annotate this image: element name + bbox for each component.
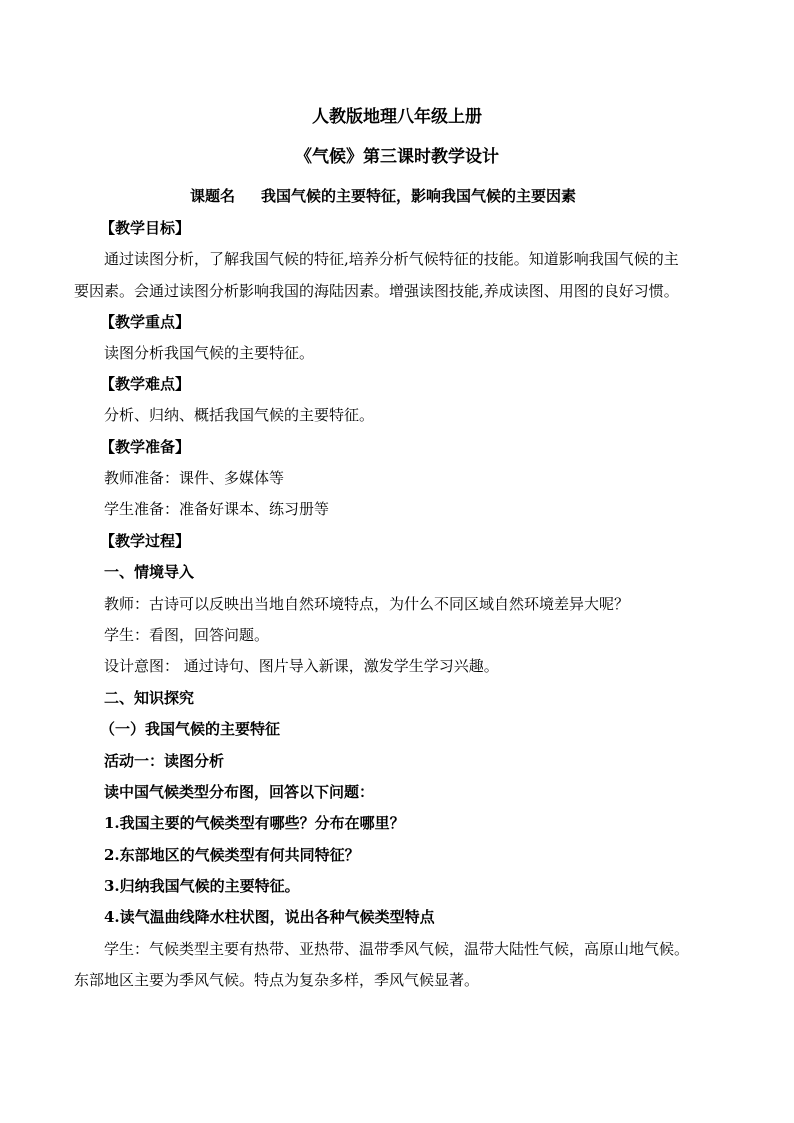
topic-value: 我国气候的主要特征，影响我国气候的主要因素 xyxy=(261,187,577,205)
intro-intent: 设计意图： 通过诗句、图片导入新课，激发学生学习兴趣。 xyxy=(104,657,499,675)
question-4: 4.读气温曲线降水柱状图，说出各种气候类型特点 xyxy=(104,908,435,926)
instruction-text: 读中国气候类型分布图，回答以下问题： xyxy=(104,783,375,801)
prep-student: 学生准备：准备好课本、练习册等 xyxy=(104,500,330,518)
intro-teacher: 教师：古诗可以反映出当地自然环境特点，为什么不同区域自然环境差异大呢？ xyxy=(104,595,630,613)
process-heading: 【教学过程】 xyxy=(100,532,191,550)
prep-teacher: 教师准备：课件、多媒体等 xyxy=(104,469,285,487)
answer-line-2: 东部地区主要为季风气候。特点为复杂多样，季风气候显著。 xyxy=(74,971,480,989)
explore-heading: 二、知识探究 xyxy=(104,689,195,707)
intro-heading: 一、情境导入 xyxy=(104,563,195,581)
question-3: 3.归纳我国气候的主要特征。 xyxy=(104,877,300,895)
question-2: 2.东部地区的气候类型有何共同特征？ xyxy=(104,846,360,864)
sub-heading: （一）我国气候的主要特征 xyxy=(100,720,281,738)
document-subtitle: 《气候》第三课时教学设计 xyxy=(295,147,499,167)
focus-text: 读图分析我国气候的主要特征。 xyxy=(104,344,315,362)
answer-line-1: 学生：气候类型主要有热带、亚热带、温带季风气候，温带大陆性气候，高原山地气候。 xyxy=(104,940,690,958)
activity-heading: 活动一：读图分析 xyxy=(104,752,225,770)
difficulty-heading: 【教学难点】 xyxy=(100,375,191,393)
prep-heading: 【教学准备】 xyxy=(100,438,191,456)
difficulty-text: 分析、归纳、概括我国气候的主要特征。 xyxy=(104,406,375,424)
question-1: 1.我国主要的气候类型有哪些？分布在哪里？ xyxy=(104,814,405,832)
objectives-text-line-1: 通过读图分析，了解我国气候的特征,培养分析气候特征的技能。知道影响我国气候的主 xyxy=(104,250,679,268)
topic-line xyxy=(190,186,576,206)
topic-label: 课题名 xyxy=(190,187,236,205)
focus-heading: 【教学重点】 xyxy=(100,313,191,331)
objectives-heading: 【教学目标】 xyxy=(100,219,191,237)
document-title: 人教版地理八年级上册 xyxy=(312,107,482,127)
intro-student: 学生：看图，回答问题。 xyxy=(104,626,270,644)
objectives-text-line-2: 要因素。会通过读图分析影响我国的海陆因素。增强读图技能,养成读图、用图的良好习惯。 xyxy=(74,282,679,300)
